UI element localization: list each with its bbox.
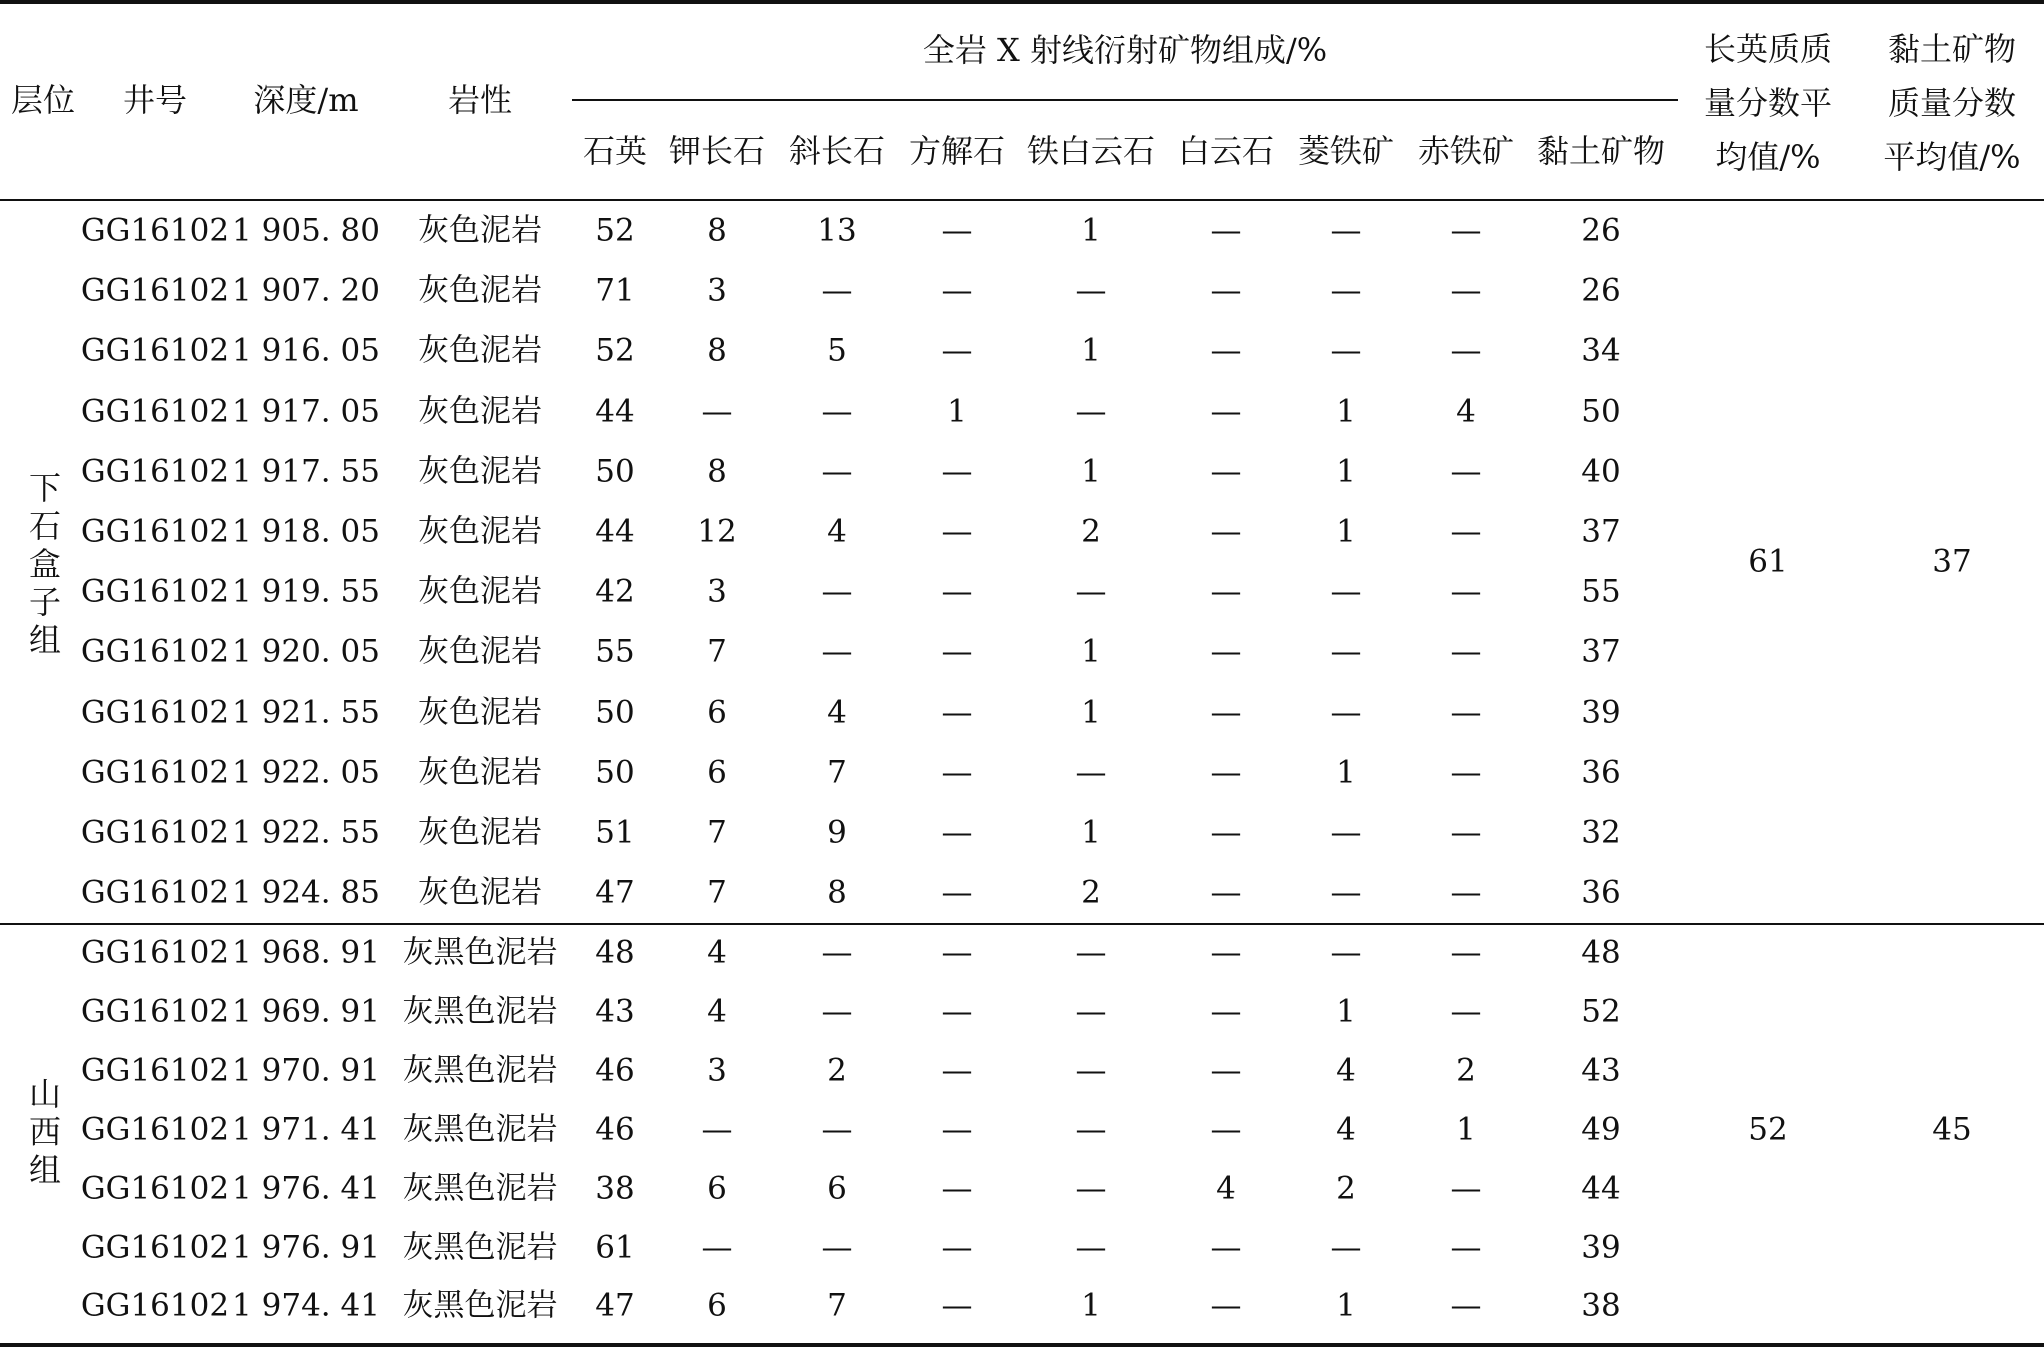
mineral-value-cell: — [941,453,973,490]
mineral-value-cell: — [941,513,973,550]
well-cell: GG16102 [80,393,230,430]
well-cell: GG16102 [80,212,230,249]
mineral-value-cell: — [1450,573,1482,610]
mineral-value-cell: — [1330,573,1362,610]
mineral-value-cell: 6 [707,1170,727,1207]
well-cell: GG16102 [80,754,230,791]
well-cell: GG16102 [80,814,230,851]
mineral-value-cell: 8 [707,453,727,490]
depth-cell: 1 905. 80 [232,212,380,249]
lithology-cell: 灰黑色泥岩 [402,1229,558,1265]
lithology-cell: 灰色泥岩 [418,393,542,430]
mineral-value-cell: 6 [707,694,727,731]
mineral-value-cell: — [1450,212,1482,249]
mineral-value-cell: — [821,272,853,309]
lithology-cell: 灰色泥岩 [418,513,542,550]
mineral-value-cell: — [941,814,973,851]
mineral-value-cell: 1 [1336,993,1356,1030]
mineral-value-cell: — [1330,272,1362,309]
mineral-value-cell: 52 [1581,993,1621,1030]
mineral-value-cell: — [941,1052,973,1089]
well-cell: GG16102 [80,1229,230,1265]
depth-cell: 1 919. 55 [232,573,380,610]
mineral-value-cell: — [941,1111,973,1148]
mineral-value-cell: 50 [1581,393,1621,430]
depth-cell: 1 920. 05 [232,633,380,670]
mineral-value-cell: — [941,1229,973,1265]
mineral-value-cell: 71 [595,272,635,309]
mineral-value-cell: 48 [595,934,635,971]
depth-cell: 1 924. 85 [232,874,380,911]
header-clay-avg [1883,22,2020,184]
clay-avg-value: 45 [1932,1111,1972,1148]
depth-cell: 1 918. 05 [232,513,380,550]
lithology-cell: 灰色泥岩 [418,814,542,851]
lithology-cell: 灰色泥岩 [418,874,542,911]
well-cell: GG16102 [80,513,230,550]
mineral-value-cell: 9 [827,814,847,851]
lithology-cell: 灰色泥岩 [418,212,542,249]
header-depth: 深度/m [253,81,359,119]
mineral-value-cell: — [941,573,973,610]
mineral-value-cell: 52 [595,332,635,369]
mineral-value-cell: — [941,993,973,1030]
mineral-value-cell: — [1210,332,1242,369]
mineral-value-cell: 1 [1081,332,1101,369]
mineral-value-cell: — [1330,934,1362,971]
mineral-value-cell: 46 [595,1111,635,1148]
depth-cell: 1 921. 55 [232,694,380,731]
lithology-cell: 灰色泥岩 [418,272,542,309]
mineral-value-cell: 49 [1581,1111,1621,1148]
mineral-value-cell: — [1210,453,1242,490]
mineral-value-cell: — [1210,874,1242,911]
lithology-cell: 灰黑色泥岩 [402,1287,558,1324]
header-mineral: 钾长石 [668,132,766,170]
header-mineral: 黏土矿物 [1536,132,1666,170]
mineral-value-cell: 7 [707,814,727,851]
group-name: 山西组 [24,1076,62,1191]
mineral-value-cell: 40 [1581,453,1621,490]
depth-cell: 1 971. 41 [232,1111,380,1148]
mineral-value-cell: — [1330,332,1362,369]
mineral-value-cell: 5 [827,332,847,369]
header-mineral: 菱铁矿 [1297,132,1395,170]
mineral-value-cell: 1 [1081,633,1101,670]
lithology-cell: 灰色泥岩 [418,453,542,490]
mineral-value-cell: — [1330,633,1362,670]
mineral-value-cell: 55 [1581,573,1621,610]
mineral-value-cell: 1 [1081,1287,1101,1324]
mineral-value-cell: 47 [595,1287,635,1324]
mineral-value-cell: 8 [707,212,727,249]
mineral-value-cell: 2 [827,1052,847,1089]
mineral-value-cell: — [1075,1052,1107,1089]
mineral-value-cell: 36 [1581,874,1621,911]
mineral-value-cell: 4 [827,513,847,550]
mineral-value-cell: 1 [1081,814,1101,851]
mineral-value-cell: 7 [707,874,727,911]
header-mineral: 石英 [582,132,648,170]
group-separator-rule [0,923,2044,925]
mineral-value-cell: 32 [1581,814,1621,851]
header-lithology: 岩性 [447,81,513,119]
mineral-value-cell: — [1210,1111,1242,1148]
well-cell: GG16102 [80,633,230,670]
mineral-value-cell: — [941,694,973,731]
header-felsic-avg-line-1: 长英质质 [1703,30,1833,68]
mineral-value-cell: — [1075,1111,1107,1148]
mineral-value-cell: — [1450,993,1482,1030]
mineral-value-cell: — [1450,1287,1482,1324]
header-clay-avg-line-2: 质量分数 [1887,84,2017,122]
lithology-cell: 灰黑色泥岩 [402,993,558,1030]
mineral-value-cell: 26 [1581,272,1621,309]
depth-cell: 1 970. 91 [232,1052,380,1089]
header-xrd-group: 全岩 X 射线衍射矿物组成/% [922,31,1328,69]
mineral-value-cell: 7 [827,1287,847,1324]
table-top-rule [0,0,2044,4]
header-mineral: 赤铁矿 [1417,132,1515,170]
mineral-value-cell: — [701,1229,733,1265]
mineral-value-cell: — [1210,633,1242,670]
well-cell: GG16102 [80,272,230,309]
mineral-value-cell: — [821,1111,853,1148]
mineral-value-cell: 1 [1081,453,1101,490]
mineral-value-cell: — [1075,1170,1107,1207]
mineral-value-cell: — [941,934,973,971]
depth-cell: 1 976. 91 [232,1229,380,1265]
depth-cell: 1 922. 55 [232,814,380,851]
depth-cell: 1 922. 05 [232,754,380,791]
mineral-value-cell: — [1075,272,1107,309]
mineral-value-cell: — [1210,393,1242,430]
mineral-value-cell: 61 [595,1229,635,1265]
felsic-avg-value: 61 [1748,543,1788,580]
mineral-value-cell: 8 [707,332,727,369]
mineral-value-cell: — [701,393,733,430]
lithology-cell: 灰色泥岩 [418,633,542,670]
lithology-cell: 灰色泥岩 [418,332,542,369]
well-cell: GG16102 [80,453,230,490]
mineral-value-cell: — [1450,814,1482,851]
mineral-value-cell: — [1210,754,1242,791]
mineral-value-cell: — [1075,993,1107,1030]
mineral-value-cell: 7 [707,633,727,670]
clay-avg-value: 37 [1932,543,1972,580]
mineral-value-cell: — [1210,993,1242,1030]
lithology-cell: 灰黑色泥岩 [402,1170,558,1207]
felsic-avg-value: 52 [1748,1111,1788,1148]
mineral-value-cell: — [1075,934,1107,971]
header-mineral: 白云石 [1177,132,1275,170]
mineral-value-cell: — [1210,934,1242,971]
mineral-value-cell: — [1075,393,1107,430]
mineral-value-cell: 43 [595,993,635,1030]
depth-cell: 1 917. 55 [232,453,380,490]
lithology-cell: 灰黑色泥岩 [402,934,558,971]
mineral-value-cell: 48 [1581,934,1621,971]
depth-cell: 1 917. 05 [232,393,380,430]
mineral-value-cell: — [1210,513,1242,550]
mineral-value-cell: — [1210,573,1242,610]
well-cell: GG16102 [80,1287,230,1324]
well-cell: GG16102 [80,1111,230,1148]
mineral-value-cell: 1 [1336,393,1356,430]
mineral-value-cell: 46 [595,1052,635,1089]
mineral-value-cell: — [821,573,853,610]
header-felsic-avg-line-3: 均值/% [1715,138,1821,176]
mineral-value-cell: — [821,993,853,1030]
mineral-value-cell: — [1330,1229,1362,1265]
mineral-value-cell: 44 [595,393,635,430]
mineral-value-cell: 44 [1581,1170,1621,1207]
mineral-value-cell: 52 [595,212,635,249]
mineral-value-cell: 4 [1456,393,1476,430]
mineral-value-cell: 4 [1336,1052,1356,1089]
mineral-value-cell: — [941,1170,973,1207]
depth-cell: 1 968. 91 [232,934,380,971]
mineral-value-cell: — [941,212,973,249]
mineral-value-cell: 36 [1581,754,1621,791]
header-felsic-avg-line-2: 量分数平 [1703,84,1833,122]
well-cell: GG16102 [80,694,230,731]
mineral-value-cell: 38 [595,1170,635,1207]
mineral-value-cell: 6 [707,754,727,791]
mineral-value-cell: — [1330,212,1362,249]
mineral-value-cell: 2 [1456,1052,1476,1089]
mineral-value-cell: — [1330,874,1362,911]
mineral-value-cell: 39 [1581,1229,1621,1265]
mineral-value-cell: — [1210,1052,1242,1089]
mineral-value-cell: 1 [1456,1111,1476,1148]
mineral-value-cell: — [1210,814,1242,851]
mineral-value-cell: — [821,393,853,430]
mineral-value-cell: — [1210,1229,1242,1265]
mineral-value-cell: 55 [595,633,635,670]
depth-cell: 1 907. 20 [232,272,380,309]
mineral-value-cell: 42 [595,573,635,610]
mineral-value-cell: — [1075,573,1107,610]
well-cell: GG16102 [80,573,230,610]
mineral-value-cell: — [1450,453,1482,490]
mineral-value-cell: 43 [1581,1052,1621,1089]
mineral-value-cell: — [1450,272,1482,309]
mineral-value-cell: — [941,754,973,791]
mineral-value-cell: 4 [707,934,727,971]
mineral-value-cell: 1 [1081,694,1101,731]
mineral-value-cell: 13 [817,212,857,249]
mineral-value-cell: 6 [707,1287,727,1324]
group-name: 下石盒子组 [24,471,62,662]
well-cell: GG16102 [80,874,230,911]
mineral-value-cell: 34 [1581,332,1621,369]
mineral-value-cell: — [1450,633,1482,670]
mineral-value-cell: 26 [1581,212,1621,249]
mineral-value-cell: 39 [1581,694,1621,731]
mineral-value-cell: — [1075,754,1107,791]
mineral-value-cell: — [1450,1170,1482,1207]
mineral-value-cell: 2 [1081,874,1101,911]
depth-cell: 1 969. 91 [232,993,380,1030]
mineral-value-cell: — [941,1287,973,1324]
mineral-value-cell: 1 [1336,1287,1356,1324]
header-mineral: 斜长石 [788,132,886,170]
mineral-value-cell: — [1450,694,1482,731]
mineral-value-cell: — [1075,1229,1107,1265]
header-mineral: 铁白云石 [1026,132,1156,170]
mineral-value-cell: 2 [1081,513,1101,550]
mineral-value-cell: — [701,1111,733,1148]
header-bottom-rule [0,199,2044,201]
depth-cell: 1 916. 05 [232,332,380,369]
mineral-value-cell: — [941,874,973,911]
mineral-value-cell: — [1450,754,1482,791]
mineral-value-cell: — [1450,1229,1482,1265]
header-well: 井号 [122,81,188,119]
mineral-value-cell: 50 [595,453,635,490]
mineral-value-cell: 12 [697,513,737,550]
lithology-cell: 灰色泥岩 [418,754,542,791]
mineral-value-cell: — [941,272,973,309]
mineral-value-cell: — [1210,1287,1242,1324]
mineral-value-cell: 50 [595,754,635,791]
well-cell: GG16102 [80,332,230,369]
header-clay-avg-line-1: 黏土矿物 [1887,30,2017,68]
mineral-value-cell: 6 [827,1170,847,1207]
lithology-cell: 灰黑色泥岩 [402,1052,558,1089]
header-mineral: 方解石 [908,132,1006,170]
mineral-value-cell: — [1210,694,1242,731]
mineral-value-cell: 51 [595,814,635,851]
mineral-value-cell: — [1450,332,1482,369]
mineral-value-cell: 4 [1336,1111,1356,1148]
mineral-value-cell: — [1210,272,1242,309]
well-cell: GG16102 [80,1052,230,1089]
mineral-value-cell: 7 [827,754,847,791]
lithology-cell: 灰色泥岩 [418,573,542,610]
lithology-cell: 灰黑色泥岩 [402,1111,558,1148]
header-felsic-avg [1704,22,1832,184]
mineral-value-cell: — [1330,814,1362,851]
mineral-value-cell: 3 [707,1052,727,1089]
mineral-value-cell: — [821,453,853,490]
header-layer: 层位 [10,81,76,119]
mineral-value-cell: — [1330,694,1362,731]
mineral-value-cell: — [821,633,853,670]
header-clay-avg-line-3: 平均值/% [1883,138,2021,176]
mineral-value-cell: — [1210,212,1242,249]
mineral-value-cell: 1 [1336,754,1356,791]
xrd-group-underline [572,99,1678,101]
lithology-cell: 灰色泥岩 [418,694,542,731]
mineral-value-cell: — [1450,874,1482,911]
mineral-value-cell: — [941,633,973,670]
mineral-value-cell: — [1450,513,1482,550]
mineral-value-cell: 4 [827,694,847,731]
mineral-value-cell: 1 [1336,453,1356,490]
mineral-value-cell: 38 [1581,1287,1621,1324]
mineral-value-cell: 44 [595,513,635,550]
mineral-value-cell: 3 [707,573,727,610]
well-cell: GG16102 [80,993,230,1030]
mineral-value-cell: 8 [827,874,847,911]
mineral-value-cell: — [821,1229,853,1265]
mineral-value-cell: 3 [707,272,727,309]
mineral-value-cell: — [941,332,973,369]
mineral-value-cell: 37 [1581,513,1621,550]
mineral-value-cell: 4 [707,993,727,1030]
depth-cell: 1 976. 41 [232,1170,380,1207]
depth-cell: 1 974. 41 [232,1287,380,1324]
mineral-value-cell: 1 [1336,513,1356,550]
mineral-value-cell: 47 [595,874,635,911]
well-cell: GG16102 [80,1170,230,1207]
mineral-value-cell: 37 [1581,633,1621,670]
well-cell: GG16102 [80,934,230,971]
mineral-value-cell: 4 [1216,1170,1236,1207]
mineral-value-cell: — [1450,934,1482,971]
mineral-value-cell: — [821,934,853,971]
mineral-value-cell: 50 [595,694,635,731]
table-bottom-rule [0,1343,2044,1347]
mineral-value-cell: 1 [1081,212,1101,249]
mineral-value-cell: 2 [1336,1170,1356,1207]
mineral-value-cell: 1 [947,393,967,430]
